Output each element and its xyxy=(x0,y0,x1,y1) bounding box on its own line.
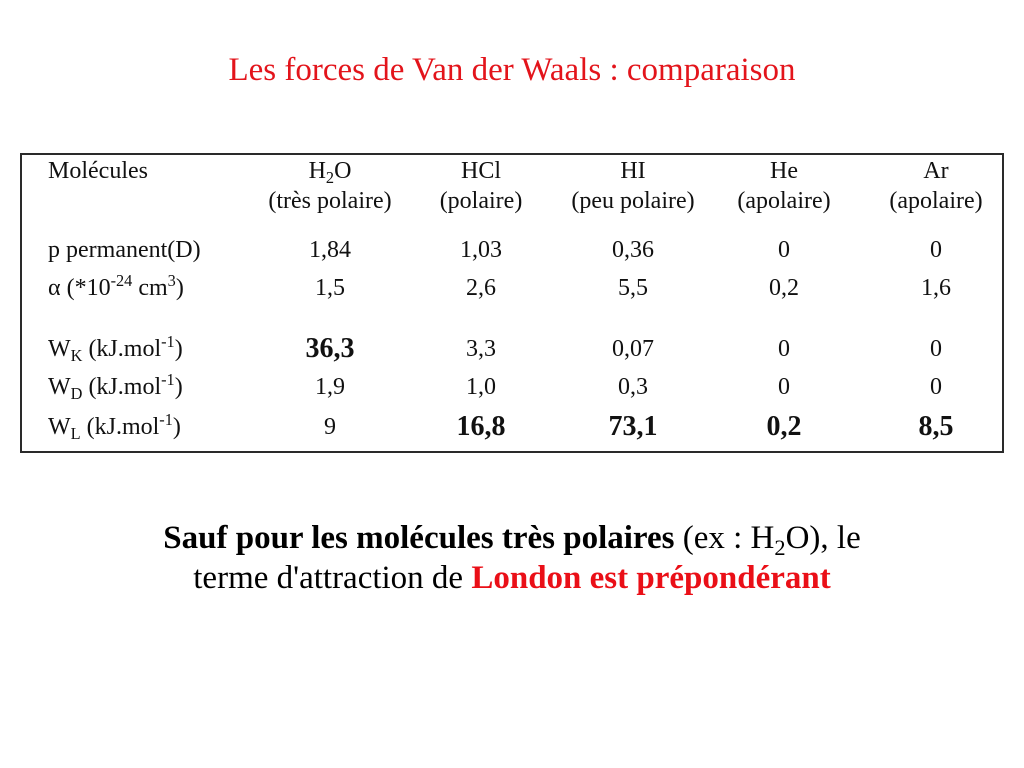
label-exponent: -24 xyxy=(110,271,133,291)
label-exponent: -1 xyxy=(161,370,175,390)
row-label-london xyxy=(48,412,181,442)
conclusion-example: (ex : H xyxy=(674,520,775,556)
table-cell-emphasized: 16,8 xyxy=(456,411,506,442)
table-row-keesom xyxy=(22,334,1002,364)
table-cell-emphasized: 36,3 xyxy=(305,333,355,364)
label-text: ) xyxy=(174,336,183,362)
table-cell: 0,3 xyxy=(618,374,648,400)
label-text: W xyxy=(48,374,71,400)
table-cell: 1,0 xyxy=(466,374,496,400)
table-cell: 0,36 xyxy=(612,237,654,263)
column-name-hcl: HCl xyxy=(460,158,502,184)
column-name-ar: Ar xyxy=(923,158,949,184)
row-label-keesom xyxy=(48,334,183,364)
table-cell: 0,2 xyxy=(769,275,799,301)
table-cell: 0 xyxy=(778,374,790,400)
column-polarity-ar: (apolaire) xyxy=(889,188,983,214)
label-exponent: -1 xyxy=(159,410,173,430)
label-exponent: 3 xyxy=(167,271,176,291)
label-text: α (*10 xyxy=(48,275,111,301)
table-cell: 0 xyxy=(778,237,790,263)
table-cell: 3,3 xyxy=(466,336,496,362)
row-label-dipole-moment: p permanent(D) xyxy=(48,237,201,263)
label-text: W xyxy=(48,336,71,362)
formula-part: O xyxy=(334,158,352,184)
label-text: (kJ.mol xyxy=(82,336,162,362)
row-label-debye xyxy=(48,372,183,402)
conclusion-example-subscript: 2 xyxy=(774,534,786,560)
label-exponent: -1 xyxy=(161,332,175,352)
header-row-molecules xyxy=(22,156,1002,186)
slide-title: Les forces de Van der Waals : comparaison xyxy=(228,52,796,88)
table-cell: 1,84 xyxy=(309,237,351,263)
corner-label: Molécules xyxy=(48,158,148,184)
conclusion-example: O), le xyxy=(785,520,861,556)
table-cell: 1,5 xyxy=(315,275,345,301)
header-row-polarity xyxy=(22,186,1002,216)
column-polarity-hi: (peu polaire) xyxy=(571,188,695,214)
label-text: W xyxy=(48,414,71,440)
comparison-table xyxy=(20,153,1004,453)
table-row-dipole-moment xyxy=(22,235,1002,265)
column-name-h2o xyxy=(309,156,352,186)
column-name-hi: HI xyxy=(620,158,646,184)
table-cell: 5,5 xyxy=(618,275,648,301)
label-subscript: K xyxy=(70,345,83,365)
conclusion-text-plain: terme d'attraction de xyxy=(193,560,472,596)
conclusion-emphasis: Sauf pour les molécules très polaires xyxy=(163,520,675,556)
label-text: ) xyxy=(175,275,184,301)
table-cell: 0,07 xyxy=(612,336,654,362)
label-text: (kJ.mol xyxy=(80,414,160,440)
formula-part: H xyxy=(308,158,326,184)
table-cell: 9 xyxy=(324,414,336,440)
conclusion-text xyxy=(0,518,1024,598)
table-cell: 0 xyxy=(778,336,790,362)
conclusion-line-2 xyxy=(0,558,1024,598)
table-row-debye xyxy=(22,372,1002,402)
column-polarity-h2o: (très polaire) xyxy=(268,188,392,214)
row-label-polarizability xyxy=(48,273,184,303)
label-text: cm xyxy=(132,275,168,301)
table-cell: 1,6 xyxy=(921,275,951,301)
table-cell-emphasized: 0,2 xyxy=(766,411,802,442)
column-polarity-hcl: (polaire) xyxy=(439,188,523,214)
label-subscript: L xyxy=(70,423,81,443)
table-cell: 0 xyxy=(930,374,942,400)
conclusion-line-1 xyxy=(0,518,1024,558)
label-text: ) xyxy=(172,414,181,440)
table-cell-emphasized: 73,1 xyxy=(608,411,658,442)
label-text: (kJ.mol xyxy=(82,374,162,400)
table-cell-emphasized: 8,5 xyxy=(918,411,954,442)
table-row-london xyxy=(22,412,1002,442)
table-cell: 2,6 xyxy=(466,275,496,301)
column-name-he: He xyxy=(770,158,798,184)
label-text: ) xyxy=(174,374,183,400)
table-cell: 0 xyxy=(930,237,942,263)
conclusion-highlight: London est prépondérant xyxy=(471,560,831,596)
formula-subscript: 2 xyxy=(325,167,335,187)
table-row-polarizability xyxy=(22,273,1002,303)
table-cell: 1,9 xyxy=(315,374,345,400)
label-subscript: D xyxy=(70,383,83,403)
table-cell: 0 xyxy=(930,336,942,362)
column-polarity-he: (apolaire) xyxy=(737,188,831,214)
table-cell: 1,03 xyxy=(460,237,502,263)
